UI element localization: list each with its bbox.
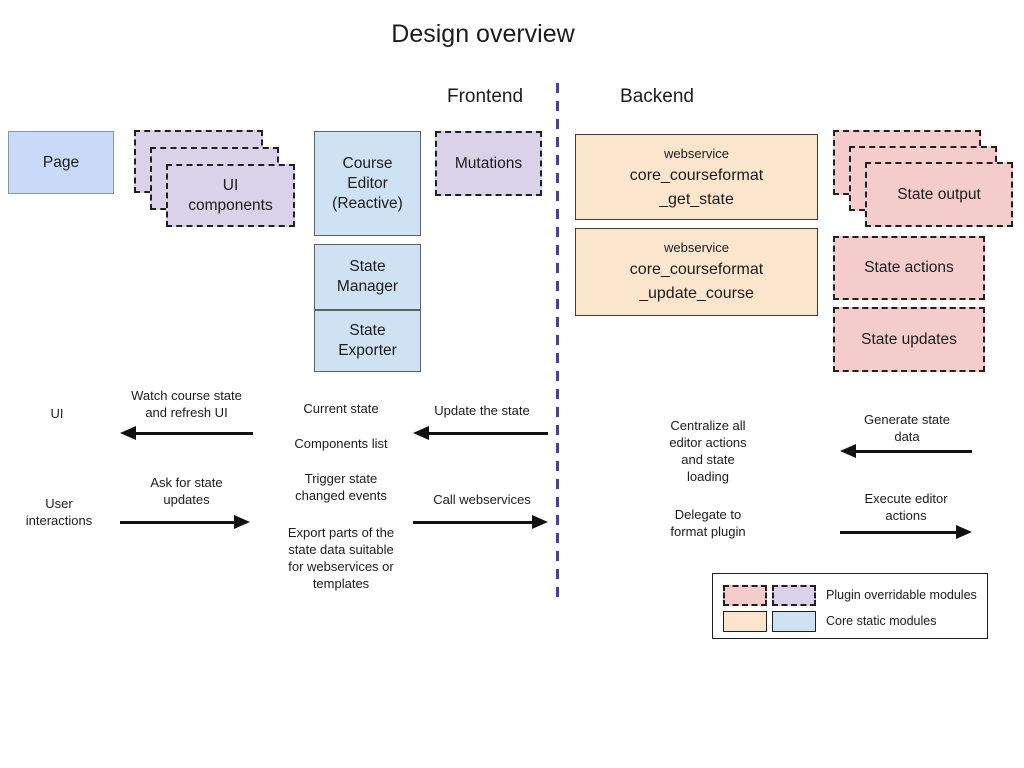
call-webservices-arrow [413,515,548,529]
user-interactions-label: User interactions [25,496,93,528]
generate-state-data-label: Generate state data [864,412,950,444]
watch-course-state-arrow [120,426,253,440]
state-exporter-box-label: State Exporter [338,322,397,359]
course-editor-box-label: Course Editor (Reactive) [332,154,403,212]
frontend-section-label: Frontend [446,86,524,107]
state-exporter-box [314,310,421,372]
execute-editor-actions-label: Execute editor actions [864,491,948,523]
centralize-editor-actions-label: Centralize all editor actions and state loading [669,418,747,484]
webservice-get-state-box [575,134,818,220]
ui-components-box-label: UI components [188,176,273,214]
delegate-format-plugin-label: Delegate to format plugin [670,507,746,539]
webservice-name-line2: _update_course [639,285,754,302]
update-the-state-label: Update the state [434,403,530,418]
webservice-update-course-box [575,228,818,316]
ui-label: UI [50,406,64,421]
ask-for-state-updates-arrow [120,515,250,529]
legend [712,573,988,639]
legend-swatch-peach-solid [723,611,767,632]
update-the-state-arrow [413,426,548,440]
state-actions-box-label: State actions [864,259,954,276]
mutations-box [435,131,542,196]
webservice-kicker: webservice [663,146,730,161]
call-webservices-label: Call webservices [433,492,531,507]
ask-for-state-updates-label: Ask for state updates [150,475,223,507]
execute-editor-actions-arrow [840,525,972,539]
generate-state-data-arrow [840,444,972,458]
state-output-box-label: State output [897,185,981,203]
legend-plugin-overridable-label: Plugin overridable modules [826,588,977,602]
state-actions-box [833,236,985,300]
state-manager-box [314,244,421,310]
state-manager-box-label: State Manager [336,258,399,295]
legend-swatch-blue-solid [772,611,816,632]
legend-swatch-pink-dashed [723,585,767,606]
trigger-state-changed-label: Trigger state changed events [295,471,387,503]
page-title: Design overview [391,20,575,48]
frontend-backend-divider [556,83,559,598]
webservice-kicker: webservice [663,240,730,255]
page-box-label: Page [42,153,80,171]
legend-swatch-lavender-dashed [772,585,816,606]
current-state-label: Current state [303,401,379,416]
state-updates-box-label: State updates [861,330,957,348]
legend-core-static-label: Core static modules [826,614,937,628]
webservice-name-line1: core_courseformat [629,261,764,278]
page-box [8,131,114,194]
webservice-name-line1: core_courseformat [629,167,764,184]
state-updates-box [833,307,985,372]
mutations-box-label: Mutations [454,154,523,172]
webservice-name-line2: _get_state [659,191,734,208]
export-parts-label: Export parts of the state data suitable for webservices or templates [287,525,395,591]
backend-section-label: Backend [620,86,694,107]
components-list-label: Components list [294,436,388,451]
state-output-box [865,162,1013,227]
course-editor-box [314,131,421,236]
ui-components-box [166,164,295,227]
watch-course-state-label: Watch course state and refresh UI [131,388,242,420]
